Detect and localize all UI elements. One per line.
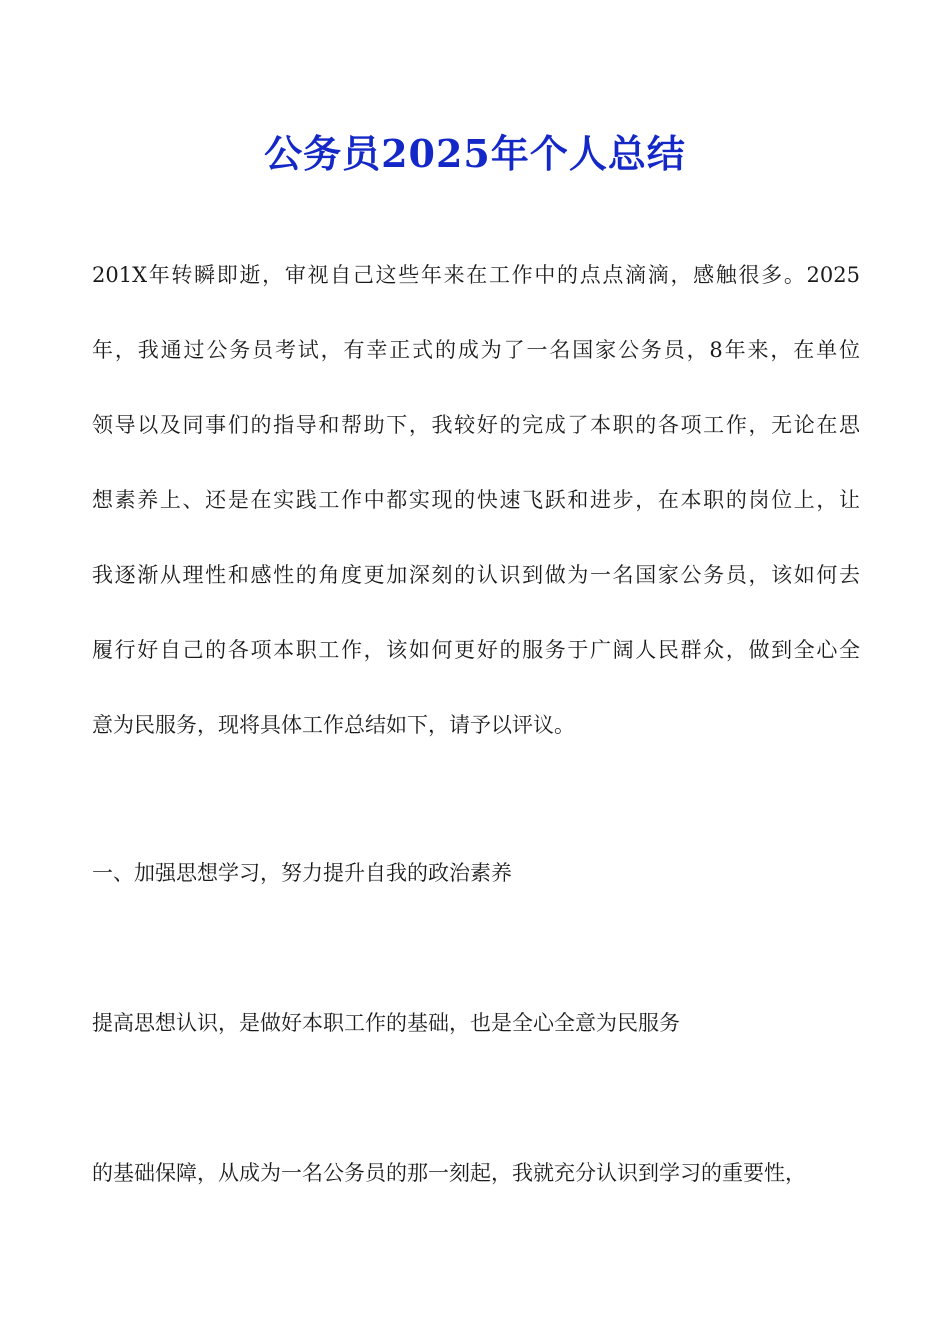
intro-line: 201X年转瞬即逝，审视自己这些年来在工作中的点点滴滴，感触很多。2025 <box>92 263 860 287</box>
intro-line: 我逐渐从理性和感性的角度更加深刻的认识到做为一名国家公务员，该如何去 <box>92 563 860 587</box>
intro-line: 履行好自己的各项本职工作，该如何更好的服务于广阔人民群众，做到全心全 <box>92 638 860 662</box>
document-title: 公务员2025年个人总结 <box>264 131 686 176</box>
body-paragraph: 的基础保障，从成为一名公务员的那一刻起，我就充分认识到学习的重要性， <box>92 1161 806 1185</box>
intro-line: 想素养上、还是在实践工作中都实现的快速飞跃和进步，在本职的岗位上，让 <box>92 488 860 512</box>
intro-line: 意为民服务，现将具体工作总结如下，请予以评议。 <box>92 713 575 737</box>
body-paragraph: 提高思想认识，是做好本职工作的基础，也是全心全意为民服务 <box>92 1011 680 1035</box>
intro-line: 年，我通过公务员考试，有幸正式的成为了一名国家公务员，8年来，在单位 <box>92 338 860 362</box>
intro-paragraph <box>92 238 860 763</box>
intro-line: 领导以及同事们的指导和帮助下，我较好的完成了本职的各项工作，无论在思 <box>92 413 860 437</box>
section-heading: 一、加强思想学习，努力提升自我的政治素养 <box>92 861 512 885</box>
